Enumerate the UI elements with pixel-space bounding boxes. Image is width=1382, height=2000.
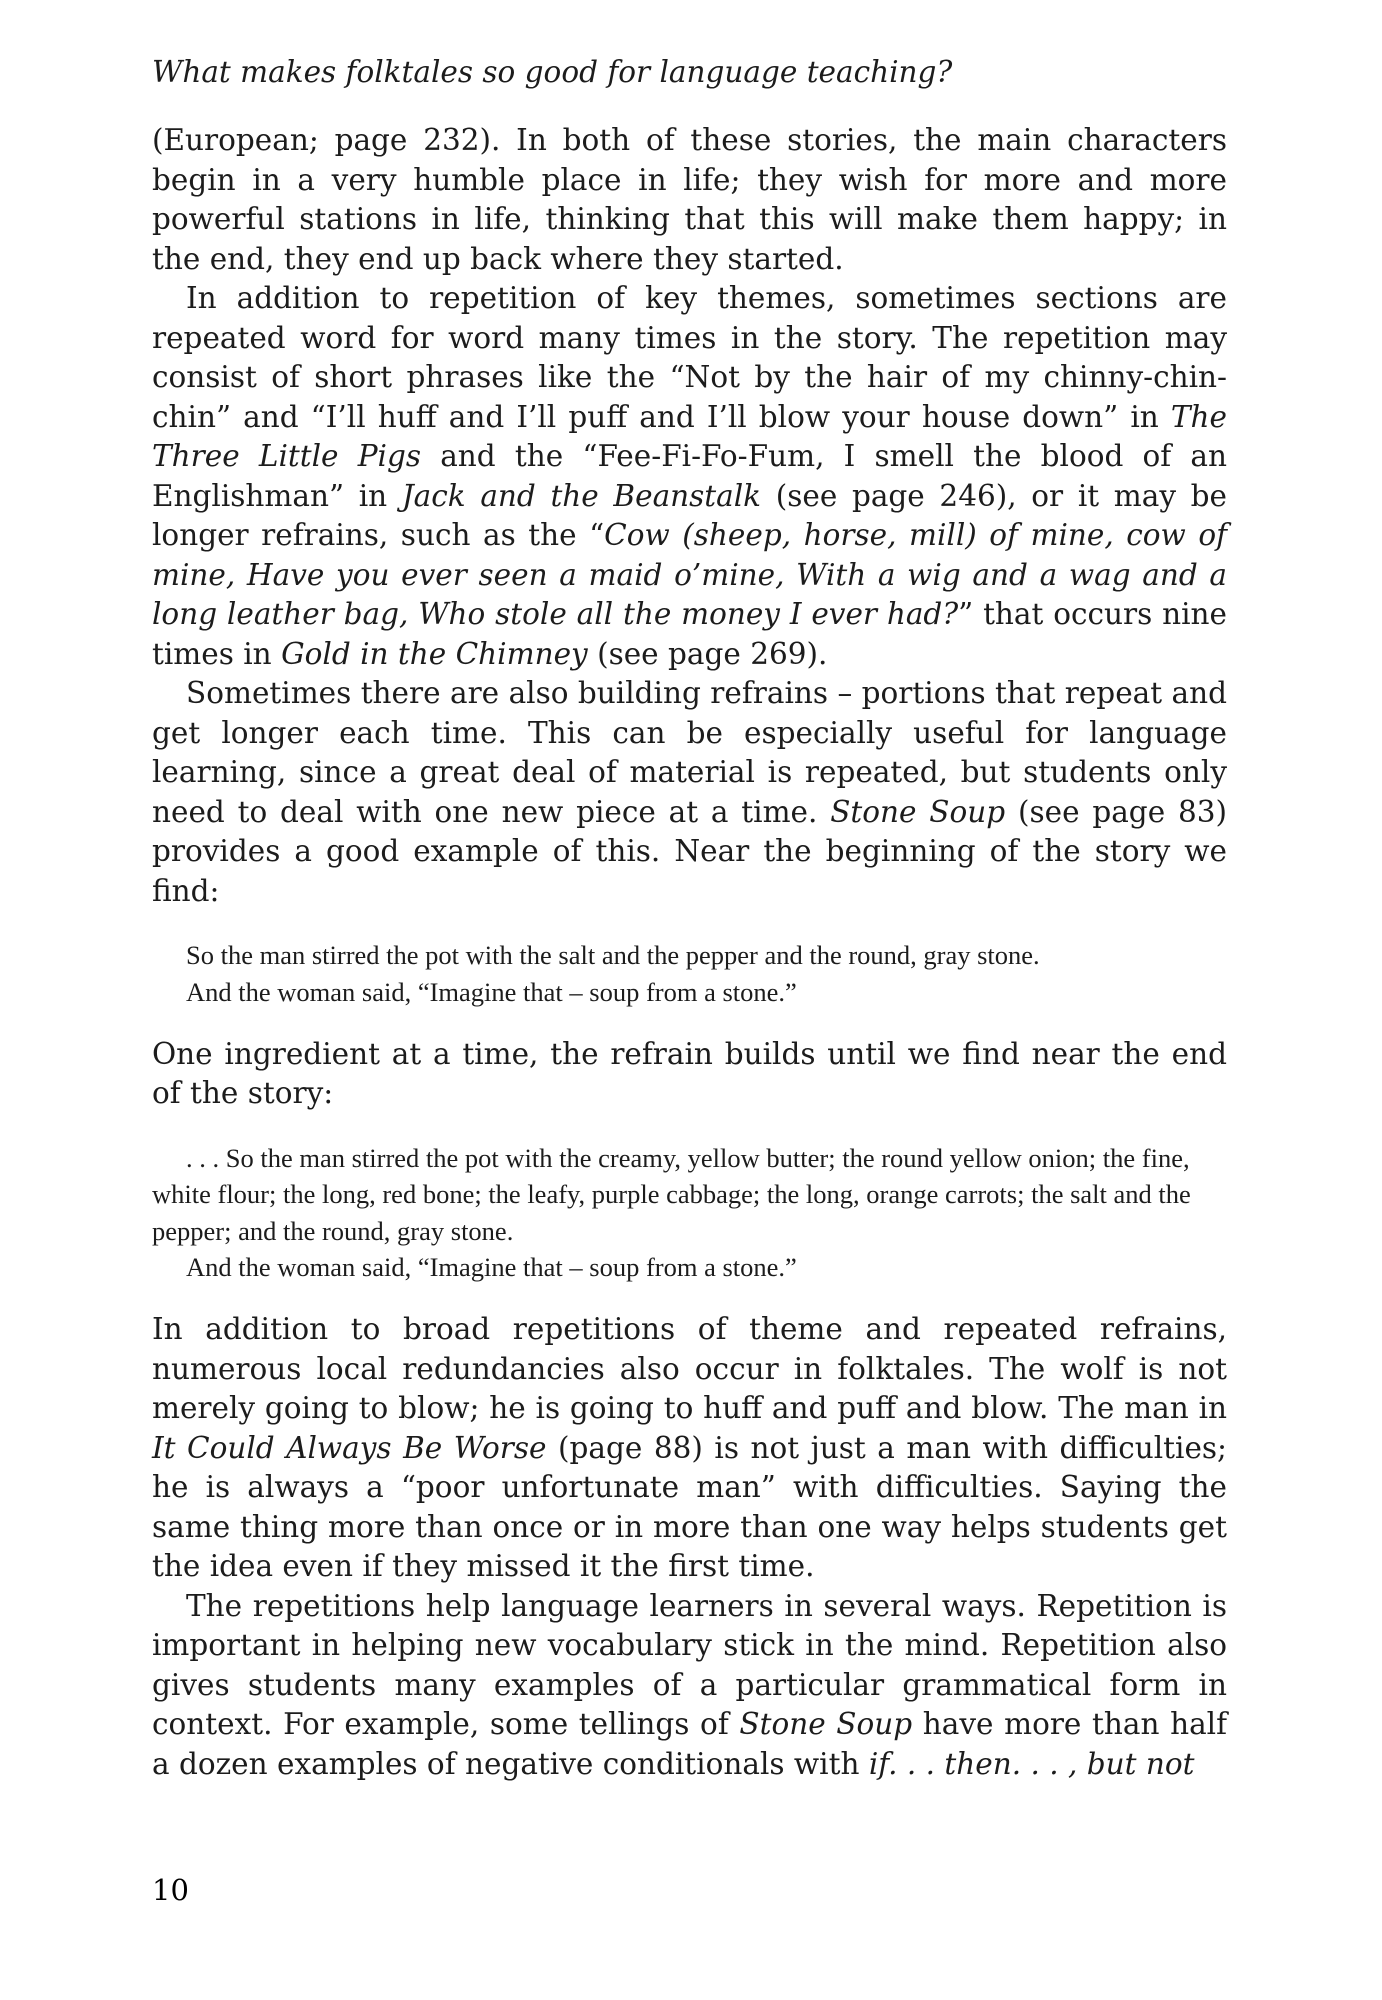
title-jack-beanstalk: Jack and the Beanstalk [401, 478, 762, 513]
block-quote-1 [152, 937, 1227, 1011]
quote-2-line-1: . . . So the man stirred the pot with the creamy, yellow butter; the round yellow onion; the fine, white flour; the long, red bone; the leafy, purple cabbage; the long, orange carrots; the salt and the pepper; and the round, gray stone. [152, 1142, 1191, 1246]
title-stone-soup-2: Stone Soup [739, 1707, 913, 1741]
paragraph-5: In addition to broad repetitions of theme and repeated refrains, numerous local redundancies also occur in folktales. The wolf is not merely going to blow; he is going to huff and puff and blow. The man in It Could Always Be Worse (page 88) is not just a man with difficulties; he is always a “poor unfortunate man” with difficulties. Saying the same thing more than once or in more than one way helps students get the idea even if they missed it the first time. [152, 1312, 1227, 1583]
paragraph-3: Sometimes there are also building refrains – portions that repeat and get longer each time. This can be especially useful for language learning, since a great deal of material is repeated, but students only need to deal with one new piece at a time. Stone Soup (see page 83) provides a good example of this. Near the beginning of the story we find: [152, 676, 1228, 908]
page-number: 10 [152, 1873, 189, 1907]
quote-2-line-2: And the woman said, “Imagine that – soup from a stone.” [186, 1252, 797, 1282]
page-body [152, 52, 1227, 1784]
quote-1-line-1: So the man stirred the pot with the salt and the pepper and the round, gray stone. [186, 940, 1040, 970]
paragraph-2: In addition to repetition of key themes, sometimes sections are repeated word for word many times in the story. The repetition may consist of short phrases like the “Not by the hair of my chinny-chin-chin” and “I’ll huff and I’ll puff and I’ll blow your house down” in The Three Little Pigs and the “Fee-Fi-Fo-Fum, I smell the blood of an Englishman” in Jack and the Beanstalk (see page 246), or it may be longer refrains, such as the “Cow (sheep, horse, mill) of mine, cow of mine, Have you ever seen a maid o’mine, With a wig and a wag and a long leather bag, Who stole all the money I ever had?” that occurs nine times in Gold in the Chimney (see page 269). [152, 281, 1228, 671]
quote-1-line-2: And the woman said, “Imagine that – soup from a stone.” [186, 976, 797, 1007]
refrain-quote: Cow (sheep, horse, mill) of mine, cow of mine, Have you ever seen a maid o’mine, With a wig and a wag and a long leather bag, Who stole all the money I ever had? [152, 518, 1228, 631]
block-quote-2 [152, 1140, 1227, 1287]
paragraph-4: One ingredient at a time, the refrain builds until we find near the end of the story: [152, 1036, 1227, 1110]
paragraph-1: (European; page 232). In both of these stories, the main characters begin in a very humble place in life; they wish for more and more powerful stations in life, thinking that this will make them happy; in the end, they end up back where they started. [152, 123, 1227, 276]
title-gold-chimney: Gold in the Chimney [281, 636, 588, 671]
title-three-little-pigs: The Three Little Pigs [152, 399, 1227, 473]
conditional-pattern: if. . . then. . . , but not [868, 1746, 1195, 1781]
running-head: What makes folktales so good for language teaching? [152, 55, 953, 89]
title-could-always-be-worse: It Could Always Be Worse [152, 1430, 547, 1465]
title-stone-soup: Stone Soup [830, 794, 1006, 829]
paragraph-6: The repetitions help language learners in several ways. Repetition is important in helping new vocabulary stick in the mind. Repetition also gives students many examples of a particular grammatical form in context. For example, some tellings of Stone Soup have more than half a dozen examples of negative conditionals with if. . . then. . . , but not [152, 1588, 1228, 1781]
